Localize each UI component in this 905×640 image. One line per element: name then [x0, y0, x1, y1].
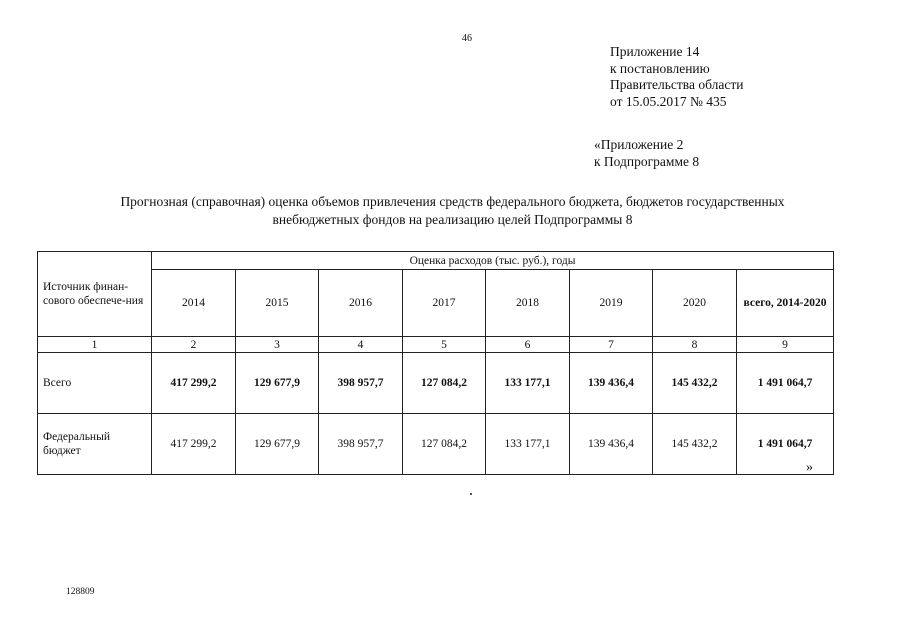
- table-cell: 127 084,2: [403, 414, 486, 475]
- row-label: Федеральный бюджет: [38, 414, 152, 475]
- closing-quote: »: [806, 460, 813, 475]
- total-column-header: всего, 2014-2020: [737, 270, 834, 337]
- column-number: 3: [236, 337, 319, 353]
- column-number: 6: [486, 337, 570, 353]
- table-cell: 417 299,2: [152, 353, 236, 414]
- title-line-2: внебюджетных фондов на реализацию целей Подпрограммы 8: [272, 212, 633, 227]
- column-number: 5: [403, 337, 486, 353]
- table-cell: 145 432,2: [653, 414, 737, 475]
- table-cell: 398 957,7: [319, 414, 403, 475]
- source-header: Источник финан-сового обеспече-ния: [38, 252, 152, 337]
- column-number-row: [38, 337, 834, 353]
- sub-appendix-line-2: к Подпрограмме 8: [594, 154, 700, 169]
- page-number: 46: [462, 33, 472, 44]
- year-header: 2014: [152, 270, 236, 337]
- sub-appendix-header: [594, 136, 699, 170]
- table-cell: 139 436,4: [570, 414, 653, 475]
- column-number: 9: [737, 337, 834, 353]
- table-row: [38, 414, 834, 475]
- year-header: 2018: [486, 270, 570, 337]
- row-total: 1 491 064,7: [737, 353, 834, 414]
- year-header: 2016: [319, 270, 403, 337]
- row-label: Всего: [38, 353, 152, 414]
- table-cell: 398 957,7: [319, 353, 403, 414]
- column-number: 2: [152, 337, 236, 353]
- appendix-header: [610, 44, 743, 110]
- table-cell: 133 177,1: [486, 414, 570, 475]
- appendix-line-4: от 15.05.2017 № 435: [610, 93, 727, 109]
- table-row: [38, 353, 834, 414]
- group-header: Оценка расходов (тыс. руб.), годы: [152, 252, 834, 270]
- document-title: [30, 193, 875, 229]
- table-cell: 417 299,2: [152, 414, 236, 475]
- title-line-1: Прогнозная (справочная) оценка объемов привлечения средств федерального бюджета, бюджетов государственных: [120, 194, 785, 209]
- scan-speck: [470, 493, 472, 495]
- year-header: 2015: [236, 270, 319, 337]
- table-cell: 127 084,2: [403, 353, 486, 414]
- column-number: 4: [319, 337, 403, 353]
- sub-appendix-line-1: «Приложение 2: [594, 137, 684, 152]
- table-cell: 129 677,9: [236, 414, 319, 475]
- table-cell: 133 177,1: [486, 353, 570, 414]
- column-number: 1: [38, 337, 152, 353]
- column-number: 8: [653, 337, 737, 353]
- budget-table: [37, 251, 834, 475]
- appendix-line-2: к постановлению: [610, 60, 710, 76]
- appendix-line-1: Приложение 14: [610, 44, 700, 59]
- table-cell: 139 436,4: [570, 353, 653, 414]
- table-cell: 129 677,9: [236, 353, 319, 414]
- year-header: 2020: [653, 270, 737, 337]
- year-header: 2019: [570, 270, 653, 337]
- table-cell: 145 432,2: [653, 353, 737, 414]
- document-code: 128809: [66, 587, 95, 597]
- appendix-line-3: Правительства области: [610, 77, 744, 92]
- column-number: 7: [570, 337, 653, 353]
- row-total: 1 491 064,7: [737, 414, 834, 475]
- year-header: 2017: [403, 270, 486, 337]
